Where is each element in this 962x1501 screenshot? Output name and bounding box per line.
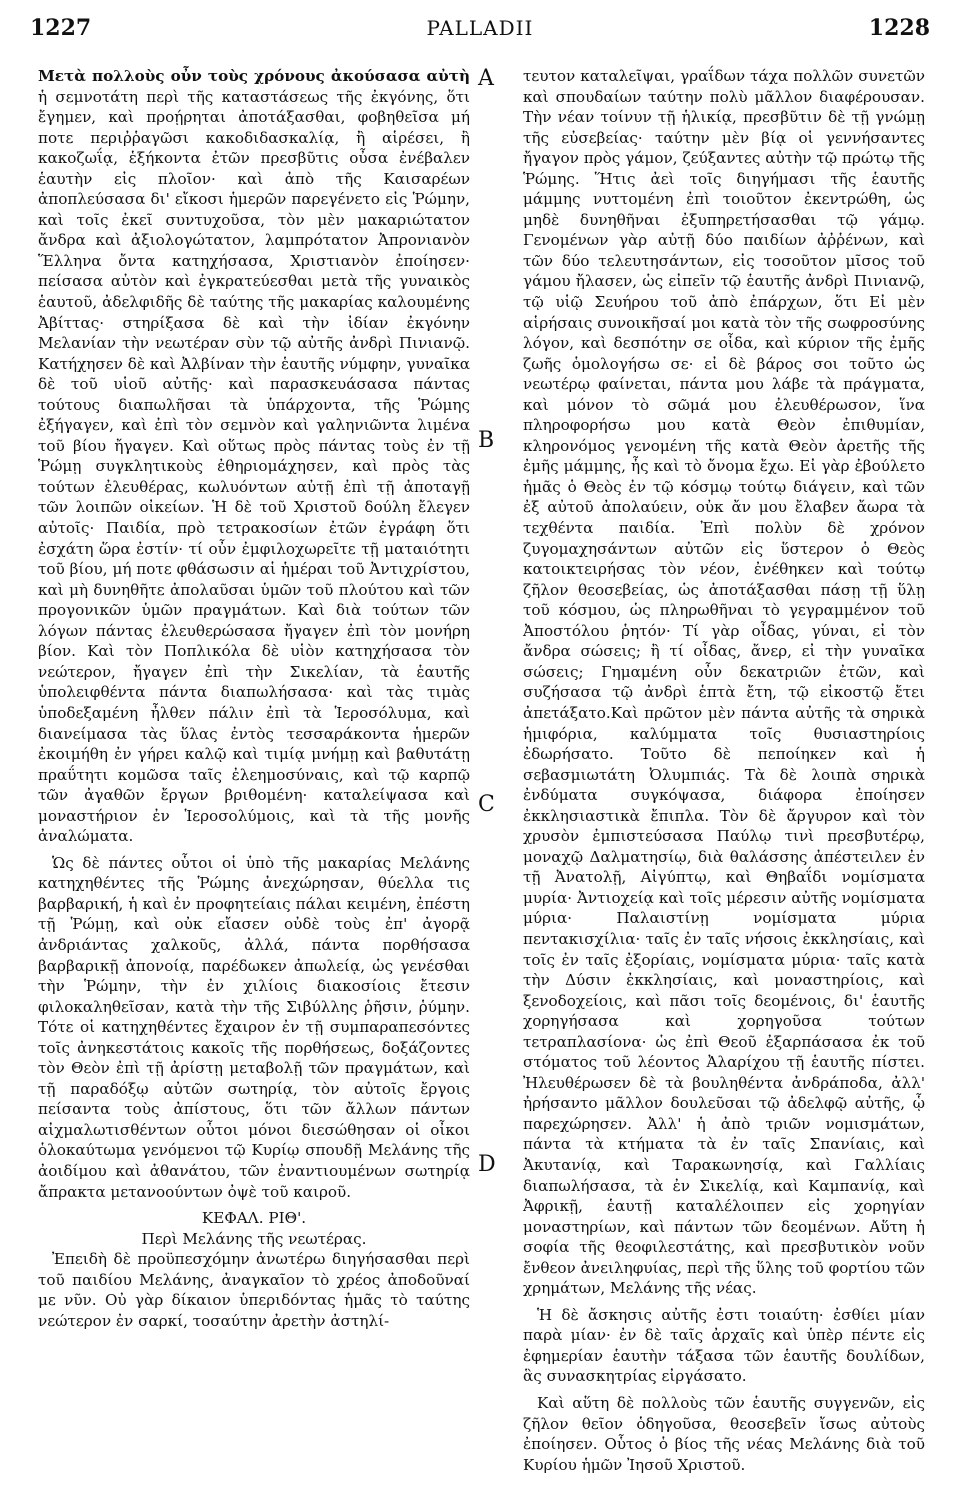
left-column <box>38 66 470 1331</box>
right-page-number: 1228 <box>868 15 930 41</box>
running-title: PALLADII <box>426 16 534 40</box>
paragraph-text: ἡ σεμνοτάτη περὶ τῆς καταστάσεως τῆς ἐκγόνης, ὅτι ἔγημεν, καὶ προῄρηται ἀποτάξασθαι, φοβηθεῖσα μή ποτε περιῤῥαγῶσι κακοδιδασκαλίᾳ, ἢ αἱρέσει, ἢ κακοζωΐᾳ, ἑξήκοντα ἐτῶν πρεσβῦτις οὖσα ἐνέβαλεν ἑαυτὴν εἰς πλοῖον· καὶ ἀπὸ τῆς Καισαρέων ἀποπλεύσασα δι' εἴκοσι ἡμερῶν παρεγένετο εἰς Ῥώμην, καὶ τοῖς ἐκεῖ συντυχοῦσα, τὸν μὲν μακαριώτατον ἄνδρα καὶ ἀξιολογώτατον, λαμπρότατον Ἀπρονιανὸν Ἕλληνα ὄντα κατηχήσασα, Χριστιανὸν ἐποίησεν· πείσασα αὐτὸν καὶ ἐγκρατεύεσθαι μετὰ τῆς γυναικὸς ἑαυτοῦ, ἀδελφιδῆς δὲ ταύτης τῆς μακαρίας καλουμένης Ἀβίττας· στηρίξασα δὲ καὶ τὴν ἰδίαν ἐκγόνην Μελανίαν τὴν νεωτέραν σὺν τῷ αὐτῆς ἀνδρὶ Πινιανῷ. Κατήχησεν δὲ καὶ Ἀλβίναν τὴν ἑαυτῆς νύμφην, γυναῖκα δὲ τοῦ υἱοῦ αὐτῆς· καὶ παρασκευάσασα πάντας τούτους διαπωλῆσαι τὰ ὑπάρχοντα, τῆς Ῥώμης ἐξήγαγεν, καὶ ἐπὶ τὸν σεμνὸν καὶ γαληνιῶντα λιμένα τοῦ βίου ἤγαγεν. Καὶ οὕτως πρὸς πάντας τοὺς ἐν τῇ Ῥώμῃ συγκλητικοὺς ἐθηριομάχησεν, καὶ πρὸς τὰς τούτων ἐλευθέρας, κωλυόντων αὐτῇ ἐπὶ τῇ ἀποταγῇ τῶν λοιπῶν οἰκείων. Ἡ δὲ τοῦ Χριστοῦ δούλη ἔλεγεν αὐτοῖς· Παιδία, πρὸ τετρακοσίων ἐτῶν ἐγράφη ὅτι ἐσχάτη ὥρα ἐστίν· τί οὖν ἐμφιλοχωρεῖτε τῇ ματαιότητι τοῦ βίου, μή ποτε φθάσωσιν αἱ ἡμέραι τοῦ Ἀντιχρίστου, καὶ μὴ δυνηθῆτε ἀπολαῦσαι ὑμῶν τοῦ πλούτου καὶ τῶν προγονικῶν ὑμῶν πραγμάτων. Καὶ διὰ τούτων τῶν λόγων πάντας ἐλευθερώσασα ἤγαγεν ἐπὶ τὸν μονήρη βίον. Καὶ τὸν Ποπλικόλα δὲ υἱὸν κατηχήσασα τὸν νεώτερον, ἤγαγεν ἐπὶ τὴν Σικελίαν, τὰ ἑαυτῆς ὑπολειφθέντα πάντα διαπωλήσασα· καὶ τὰς τιμὰς ὑποδεξαμένη ἦλθεν πάλιν ἐπὶ τὰ Ἱεροσόλυμα, καὶ διανείμασα τὰς ὕλας ἐντὸς τεσσαράκοντα ἡμερῶν ἐκοιμήθη ἐν γήρει καλῷ καὶ τιμίᾳ μνήμῃ καὶ βαθυτάτῃ πραΰτητι κομῶσα ταῖς ἐλεημοσύναις, καὶ τῷ καρπῷ τῶν ἀγαθῶν ἔργων βριθομένη· καταλείψασα καὶ μοναστήριον ἐν Ἱεροσολύμοις, καὶ τὰ τῆς μονῆς ἀναλώματα. <box>38 87 470 846</box>
margin-marker-a: A <box>478 66 494 91</box>
margin-marker-b: B <box>478 428 495 453</box>
chapter-title: ΚΕΦΑΛ. ΡΙΘ'. <box>201 1209 307 1228</box>
left-page-number: 1227 <box>30 15 92 41</box>
margin-marker-d: D <box>478 1152 496 1177</box>
right-column <box>523 66 925 1475</box>
page-header <box>30 12 930 44</box>
paragraph: Ἡ δὲ ἄσκησις αὐτῆς ἐστι τοιαύτη· ἐσθίει μίαν παρὰ μίαν· ἐν δὲ ταῖς ἀρχαῖς καὶ ὑπὲρ πέντε εἰς ἐφημερίαν ἑαυτὴν τάξασα τῶν ἑαυτῆς δουλίδων, ἃς συνασκητρίας εἰργάσατο. <box>523 1305 925 1386</box>
margin-marker-c: C <box>478 792 495 817</box>
paragraph-lead: Μετὰ πολλοὺς οὖν τοὺς χρόνους ἀκούσασα αὐτὴ <box>38 67 470 85</box>
paragraph: Ἐπειδὴ δὲ προϋπεσχόμην ἀνωτέρω διηγήσασθαι περὶ τοῦ παιδίου Μελάνης, ἀναγκαῖον τὸ χρέος ἀποδοῦναί με νῦν. Οὐ γὰρ δίκαιον ὑπεριδόντας ἡμᾶς τὸ ταύτης νεώτερον ἐν σαρκί, τοσαύτην ἀρετὴν ἀστηλί- <box>38 1250 470 1330</box>
paragraph: Ὡς δὲ πάντες οὗτοι οἱ ὑπὸ τῆς μακαρίας Μελάνης κατηχηθέντες τῆς Ῥώμης ἀνεχώρησαν, θύελλα τις βαρβαρική, ἡ καὶ ἐν προφητείαις πάλαι κειμένη, ἐπέστη τῇ Ῥώμῃ, καὶ οὐκ εἴασεν οὐδὲ τοὺς ἐπ' ἀγορᾷ ἀνδριάντας χαλκοῦς, ἀλλά, πάντα πορθήσασα βαρβαρικῇ ἀπονοίᾳ, παρέδωκεν ἀπωλείᾳ, ὡς γενέσθαι τὴν Ῥώμην, τὴν ἐν χιλίοις διακοσίοις ἔτεσιν φιλοκαληθεῖσαν, κατὰ τὴν τῆς Σιβύλλης ῥῆσιν, ῥύμην. Τότε οἱ κατηχηθέντες ἔχαιρον ἐν τῇ συμπαραπεσόντες τοῖς ἀνηκεστάτοις κακοῖς τῆς πορθήσεως, δοξάζοντες τὸν Θεὸν ἐπὶ τῇ ἀρίστῃ μεταβολῇ τῶν πραγμάτων, καὶ τῇ παραδόξῳ αὐτῶν σωτηρίᾳ, τὸν αὐτοῖς ἔργοις πείσαντα τοὺς ἀπίστους, ὅτι τῶν ἄλλων πάντων αἰχμαλωτισθέντων οὗτοι μόνοι διεσώθησαν οἱ οἶκοι ὁλοκαύτωμα γενόμενοι τῷ Κυρίῳ σπουδῇ Μελάνης τῆς ἀοιδίμου καὶ ἀθανάτου, τῶν ἐναντιουμένων σωτηρίᾳ ἄπρακτα μετανοούντων ὀψὲ τοῦ καιροῦ. <box>38 853 470 1201</box>
chapter-subtitle: Περὶ Μελάνης τῆς νεωτέρας. <box>141 1229 367 1248</box>
paragraph: τευτον καταλεῖψαι, γραΐδων τάχα πολλῶν συνετῶν καὶ σπουδαίων ταύτην πολὺ μᾶλλον διαφέρουσαν. Τὴν νέαν τοίνυν τῇ ἡλικίᾳ, πρεσβῦτιν δὲ τῇ γνώμῃ τῆς εὐσεβείας· ταύτην μὲν βίᾳ οἱ γεννήσαντες ἤγαγον πρὸς γάμον, ζεύξαντες αὐτὴν τῷ πρώτῳ τῆς Ῥώμης. Ἥτις ἀεὶ τοῖς διηγήμασι τῆς ἑαυτῆς μάμμης νυττομένη ἐπὶ τοιοῦτον ἐκεντρώθη, ὡς μηδὲ δυνηθῆναι ἐξυπηρετήσασθαι τῷ γάμῳ. Γενομένων γὰρ αὐτῇ δύο παιδίων ἀῤῥένων, καὶ τῶν δύο τελευτησάντων, εἰς τοσοῦτον μῖσος τοῦ γάμου ἤλασεν, ὡς εἰπεῖν τῷ ἑαυτῆς ἀνδρὶ Πινιανῷ, τῷ υἱῷ Σευήρου τοῦ ἀπὸ ἐπάρχων, ὅτι Εἰ μὲν αἱρήσαις συνοικῆσαί μοι κατὰ τὸν τῆς σωφροσύνης λόγον, καὶ δεσπότην σε οἶδα, καὶ κύριον τῆς ἐμῆς ζωῆς ὁμολογήσω σε· εἰ δὲ βάρος σοι τοῦτο ὡς νεωτέρῳ φαίνεται, πάντα μου λάβε τὰ πράγματα, καὶ μόνον τὸ σῶμά μου ἐλευθέρωσον, ἵνα πληροφορήσω μου κατὰ Θεὸν ἐπιθυμίαν, κληρονόμος γενομένη τῆς κατὰ Θεὸν ἀρετῆς τῆς ἐμῆς μάμμης, ἧς καὶ τὸ ὄνομα ἔχω. Εἰ γὰρ ἐβούλετο ἡμᾶς ὁ Θεὸς ἐν τῷ κόσμῳ τούτῳ διάγειν, καὶ τῶν ἐξ αὐτοῦ ἀπολαύειν, οὐκ ἄν μου ἔλαβεν ἄωρα τὰ τεχθέντα παιδία. Ἐπὶ πολὺν δὲ χρόνον ζυγομαχησάντων αὐτῶν εἰς ὕστερον ὁ Θεὸς κατοικτειρήσας τὸν νέον, ἐνέθηκεν καὶ τούτῳ ζῆλον θεοσεβείας, ὡς ἀποτάξασθαι πάσῃ τῇ ὕλῃ τοῦ κόσμου, ὡς πληρωθῆναι τὸ γεγραμμένον τοῦ Ἀποστόλου ῥητόν· Τί γὰρ οἶδας, γύναι, εἰ τὸν ἄνδρα σώσεις; ἢ τί οἶδας, ἄνερ, εἰ τὴν γυναῖκα σώσεις; Γημαμένη οὖν δεκατριῶν ἐτῶν, καὶ συζήσασα τῷ ἀνδρὶ ἑπτὰ ἔτη, τῷ εἰκοστῷ ἔτει ἀπετάξατο.Καὶ πρῶτον μὲν πάντα αὐτῆς τὰ σηρικὰ ἡμιφόρια, καλύμματα τοῖς θυσιαστηρίοις ἐδωρήσατο. Τοῦτο δὲ πεποίηκεν καὶ ἡ σεβασμιωτάτη Ὀλυμπιάς. Τὰ δὲ λοιπὰ σηρικὰ ἐνδύματα συγκόψασα, διάφορα ἐποίησεν ἐκκλησιαστικὰ ἔπιπλα. Τὸν δὲ ἄργυρον καὶ τὸν χρυσὸν ἐμπιστεύσασα Παύλῳ τινὶ πρεσβυτέρῳ, μοναχῷ Δαλματησίῳ, διὰ θαλάσσης ἀπέστειλεν ἐν τῇ Ἀνατολῇ, Αἰγύπτῳ, καὶ Θηβαΐδι νομίσματα μυρία· Ἀντιοχείᾳ καὶ τοῖς μέρεσιν αὐτῆς νομίσματα μύρια· Παλαιστίνῃ νομίσματα μύρια πεντακισχίλια· ταῖς ἐν ταῖς νήσοις ἐκκλησίαις, καὶ τοῖς ἐν ταῖς ἐξορίαις, νομίσματα μύρια· ταῖς κατὰ τὴν Δύσιν ἐκκλησίαις, καὶ μοναστηρίοις, καὶ ξενοδοχείοις, καὶ πᾶσι τοῖς δεομένοις, δι' ἑαυτῆς χορηγήσασα καὶ χορηγοῦσα τούτων τετραπλασίονα· ὡς ἐπὶ Θεοῦ ἐξαρπάσασα ἐκ τοῦ στόματος τοῦ λέοντος Ἀλαρίχου τῇ ἑαυτῆς πίστει. Ἠλευθέρωσεν δὲ τὰ βουληθέντα ἀνδράποδα, ἀλλ' ἠρήσαντο μᾶλλον δουλεῦσαι τῷ ἀδελφῷ αὐτῆς, ᾧ παρεχώρησεν. Ἀλλ' ἡ ἀπὸ τριῶν νομισμάτων, πάντα τὰ κτήματα τὰ ἐν ταῖς Σπανίαις, καὶ Ἀκυτανίᾳ, καὶ Ταρακωνησίᾳ, καὶ Γαλλίαις διαπωλήσασα, τὰ ἐν Σικελίᾳ, καὶ Καμπανίᾳ, καὶ Ἀφρικῇ, ἑαυτῇ καταλέλοιπεν εἰς χορηγίαν μοναστηρίων, καὶ πάντων τῶν δεομένων. Αὕτη ἡ σοφία τῆς θεοφιλεστάτης, καὶ πρεσβυτικὸν νοῦν ἔνθεον ἀνειληφυίας, περὶ τῆς ὕλης τοῦ φορτίου τῶν χρημάτων, Μελάνης τῆς νέας. <box>523 67 925 1298</box>
paragraph: Καὶ αὕτη δὲ πολλοὺς τῶν ἑαυτῆς συγγενῶν, εἰς ζῆλον θεῖον ὁδηγοῦσα, θεοσεβεῖν ἴσως αὐτοὺς ἐποίησεν. Οὗτος ὁ βίος τῆς νέας Μελάνης διὰ τοῦ Κυρίου ἡμῶν Ἰησοῦ Χριστοῦ. <box>523 1394 925 1474</box>
paragraph <box>38 66 470 847</box>
